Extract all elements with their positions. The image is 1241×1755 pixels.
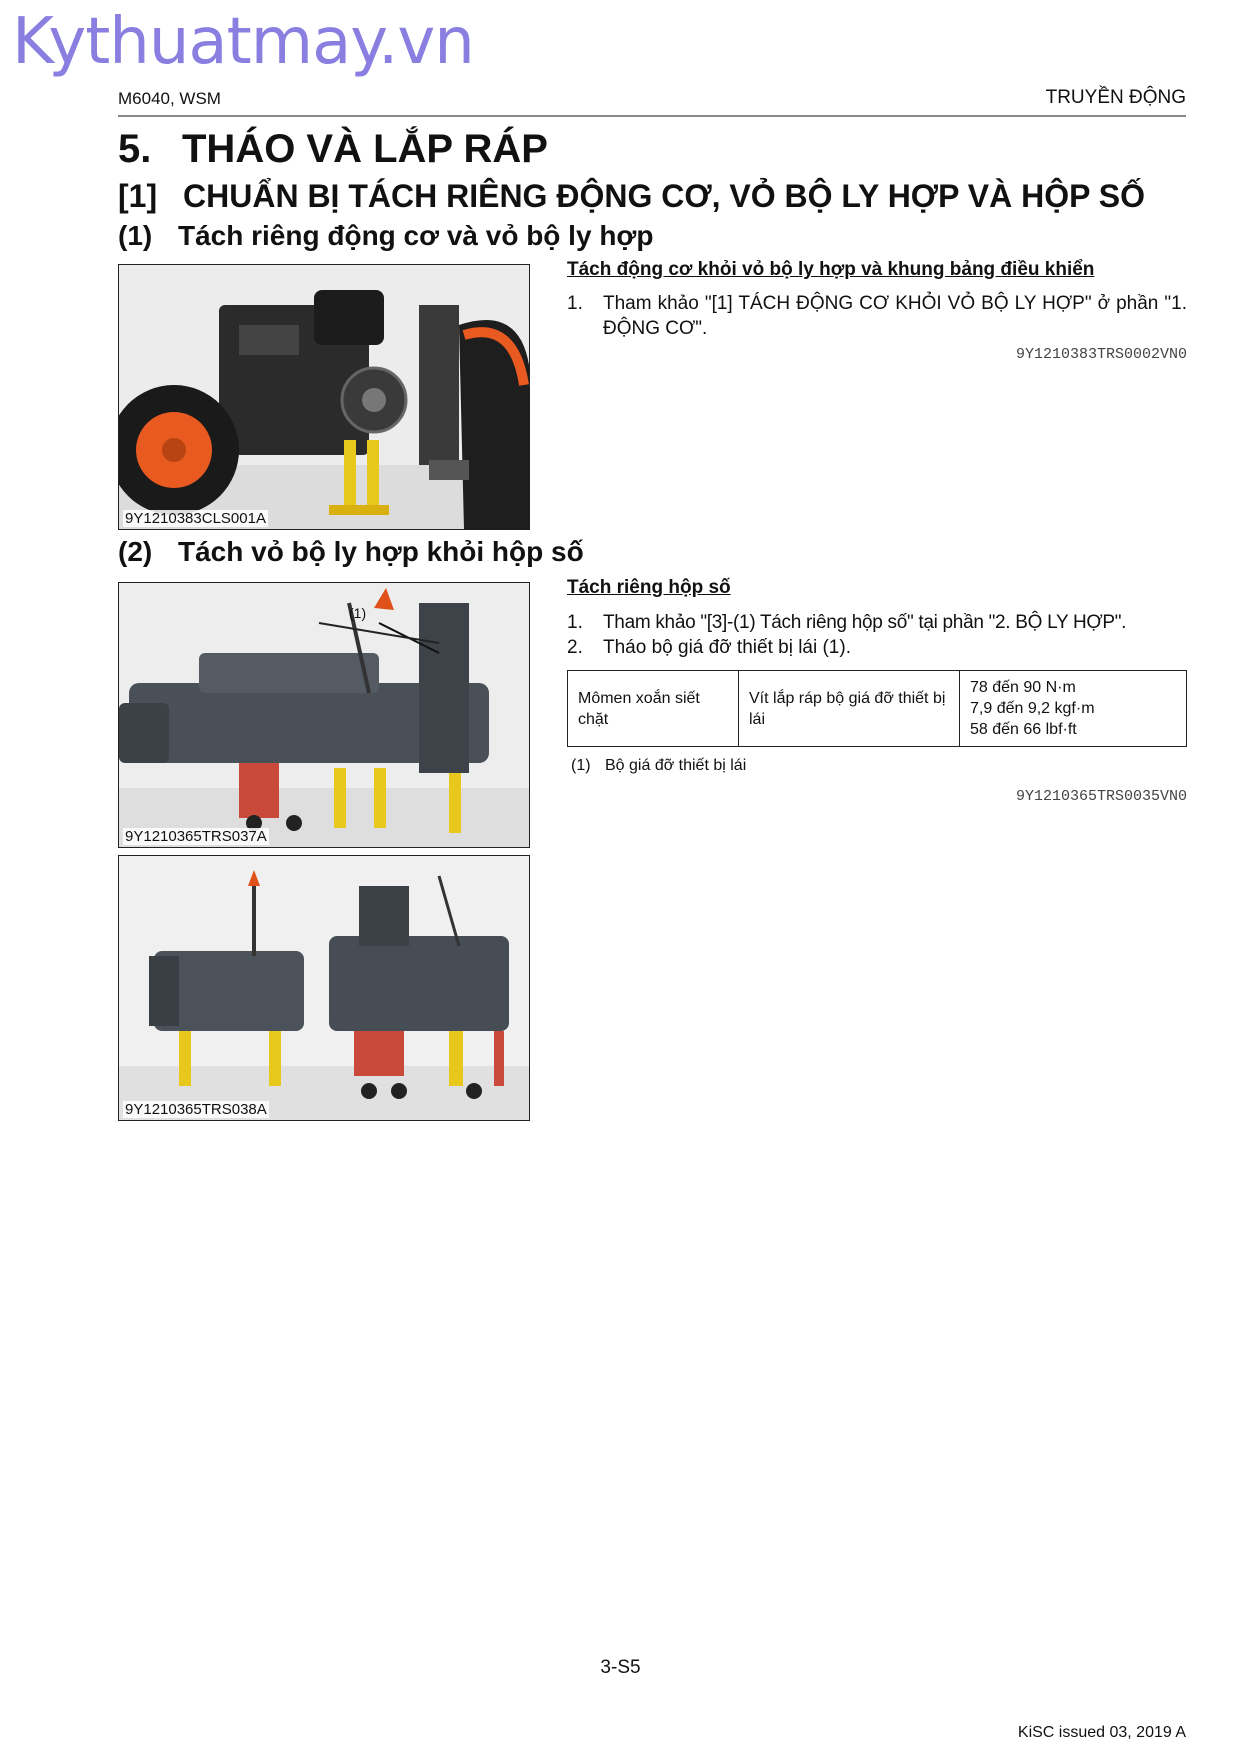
legend-item	[571, 757, 746, 775]
torque-spec-table	[567, 670, 1187, 747]
spec-value-lbfft: 58 đến 66 lbf·ft	[970, 721, 1077, 738]
legend-text: Bộ giá đỡ thiết bị lái	[605, 757, 747, 774]
step-text: Tham khảo "[3]-(1) Tách riêng hộp số" tại phần "2. BỘ LY HỢP".	[603, 612, 1127, 633]
part1-step	[567, 291, 1187, 341]
spec-item: Vít lắp ráp bộ giá đỡ thiết bị lái	[739, 671, 960, 747]
spec-values	[960, 671, 1187, 747]
subsection-number: [1]	[118, 178, 158, 214]
part1-heading	[118, 219, 653, 253]
step-item	[567, 610, 1187, 635]
header-manual-code: M6040, WSM	[118, 89, 221, 108]
part2-number: (2)	[118, 536, 153, 567]
photo-caption: 9Y1210365TRS037A	[125, 828, 267, 845]
header-rule	[118, 115, 1186, 117]
part2-subtitle: Tách riêng hộp số	[567, 577, 731, 598]
subsection-heading	[118, 176, 1145, 216]
spec-label: Mômen xoắn siết chặt	[568, 671, 739, 747]
legend-number: (1)	[571, 757, 591, 774]
step-item	[567, 635, 1187, 660]
clutch-housing-photo	[118, 582, 530, 848]
photo-caption: 9Y1210365TRS038A	[125, 1101, 267, 1118]
subsection-title: CHUẨN BỊ TÁCH RIÊNG ĐỘNG CƠ, VỎ BỘ LY HỢP VÀ HỘP SỐ	[183, 178, 1145, 214]
gearbox-separated-photo	[118, 855, 530, 1121]
spec-value-nm: 78 đến 90 N·m	[970, 679, 1076, 696]
spec-value-kgfm: 7,9 đến 9,2 kgf·m	[970, 700, 1095, 717]
part2-title: Tách vỏ bộ ly hợp khỏi hộp số	[178, 536, 584, 567]
photo-callout: (1)	[349, 605, 367, 621]
section-heading	[118, 124, 548, 174]
issue-info: KiSC issued 03, 2019 A	[1017, 1724, 1186, 1741]
watermark: Kythuatmay.vn	[12, 5, 474, 79]
step-number: 1.	[567, 293, 583, 314]
step-text: Tháo bộ giá đỡ thiết bị lái (1).	[603, 637, 851, 658]
engine-separation-photo	[118, 264, 530, 530]
part1-doc-code: 9Y1210383TRS0002VN0	[1015, 346, 1187, 363]
section-number: 5.	[118, 127, 152, 171]
part1-number: (1)	[118, 220, 153, 251]
part2-steps	[567, 610, 1187, 660]
header-chapter: TRUYỀN ĐỘNG	[1045, 87, 1186, 108]
photo-caption: 9Y1210383CLS001A	[125, 510, 266, 527]
part1-title: Tách riêng động cơ và vỏ bộ ly hợp	[178, 220, 654, 251]
page-number: 3-S5	[600, 1657, 641, 1678]
section-title: THÁO VÀ LẮP RÁP	[182, 127, 548, 171]
part2-heading	[118, 535, 584, 569]
step-number: 2.	[567, 637, 583, 658]
step-text: Tham khảo "[1] TÁCH ĐỘNG CƠ KHỎI VỎ BỘ LY HỢP" ở phần "1. ĐỘNG CƠ".	[603, 293, 1187, 339]
part2-doc-code: 9Y1210365TRS0035VN0	[1015, 788, 1187, 805]
step-number: 1.	[567, 612, 583, 633]
part1-subtitle: Tách động cơ khỏi vỏ bộ ly hợp và khung bảng điều khiển	[567, 259, 1095, 280]
